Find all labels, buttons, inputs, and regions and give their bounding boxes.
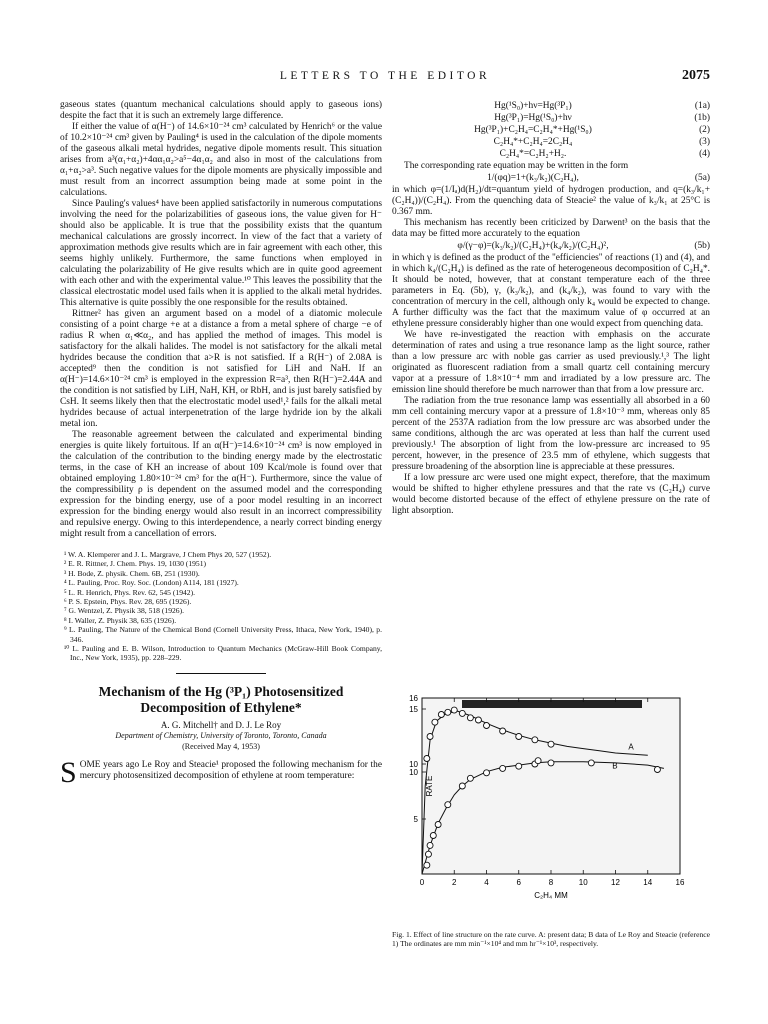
reference: ⁸ I. Waller, Z. Physik 38, 635 (1926).: [64, 615, 177, 625]
equation: [392, 241, 710, 252]
data-point-b: [467, 775, 473, 781]
equation: [392, 137, 710, 148]
equation-number: (1a): [694, 101, 710, 111]
reference-list: [60, 550, 382, 663]
data-point-a: [451, 707, 457, 713]
x-tick-label: 12: [611, 878, 620, 887]
equation-formula: Hg(³P₁)=Hg(¹S₀)+hν: [494, 113, 572, 123]
paragraph: If either the value of α(H⁻) of 14.6×10⁻²⁴ cm³ calculated by Henrich⁶ or the value of 10.2×10⁻²⁴ cm³ given by Pauling⁴ is used in the calculation of the dipole moments of the gaseous alkali metal hydrides, negative dipole moments result. This situation arises from a³(α₁+α₂)+4αα₁α₂>a⁵−4α₁α₂ and also in most of the calculations from α₁+α₂>a³. Such negative values for the dipole moments are physically impossible and must result from an incorrect assumption being made at some point in the calculations.: [60, 122, 382, 198]
paragraph: in which φ=(1/Iₐ)d(H₂)/dt=quantum yield of hydrogen production, and q=(k₃/k₁+(C₂H₄))/(C₂H₄). From the quenching data of Steacie² the value of k₃/k₁ at 25°C is 0.367 mm.: [392, 185, 710, 217]
equation: [392, 149, 710, 160]
equation-block: [392, 101, 710, 160]
section-divider: [176, 673, 266, 674]
y-tick-label: 10: [409, 768, 418, 777]
x-tick-label: 14: [643, 878, 653, 887]
paragraph: The reasonable agreement between the calculated and experimental binding energies is quite likely fortuitous. If an α(H⁻)=14.6×10⁻²⁴ cm³ is now employed in the calculation of the contribution to the binding energy made by the electrostatic terms, in the case of KH an increase of about 109 Kcal/mole is found over that obtained employing 1.80×10⁻²⁴ cm³ for the α(H⁻). Furthermore, since the value of the compressibility ρ is dependent on the assumed model and the corresponding expression for the binding energy, use of a poor model resulting in an incorrect expression for the binding energy would also result in an incorrect compressibility and repulsive energy. Owing to this interdependence, a nearly correct binding energy might result from a cancellation of errors.: [60, 430, 382, 539]
y-tick-label: 10: [409, 760, 418, 769]
reference: ⁵ L. R. Henrich, Phys. Rev. 62, 545 (1942).: [64, 587, 196, 597]
equation-formula: Hg(¹S₀)+hν=Hg(³P₁): [494, 101, 572, 111]
article-title: Mechanism of the Hg (³P₁) Photosensitized Decomposition of Ethylene*: [98, 683, 344, 715]
y-axis-label: RATE: [425, 775, 434, 797]
data-point-b: [445, 802, 451, 808]
paragraph: The corresponding rate equation may be written in the form: [404, 161, 629, 171]
data-point-b: [484, 770, 490, 776]
reference: ¹ W. A. Klemperer and J. L. Margrave, J Chem Phys 20, 527 (1952).: [64, 550, 272, 559]
figure-caption: Fig. 1. Effect of line structure on the rate curve. A: present data; B data of Le Roy and Steacie (reference 1) The ordinates are mm min⁻¹×10⁴ and mm hr⁻¹×10³, respectively.: [392, 930, 710, 948]
data-point-a: [548, 741, 554, 747]
equation-formula: C₂H₄*+C₂H₄=2C₂H₄: [493, 137, 573, 147]
data-point-b: [430, 833, 436, 839]
intro-text: OME years ago Le Roy and Steacie¹ proposed the following mechanism for the mercury photosensitized decomposition of ethylene at room temperature:: [79, 759, 382, 781]
data-point-a: [427, 734, 433, 740]
paragraph: Since Pauling's values⁴ have been applied satisfactorily in numerous computations involving the need for the polarizabilities of gaseous ions, the value given for H⁻ should also be applicable. It is true that the possibility exists that the quantum mechanical calculations are grossly incorrect. In view of the fact that a variety of approximation methods give results which are in fair agreement with each other, this seems highly unlikely. Furthermore, the same functions when employed in calculating the polarizability of He give results which are in quite good agreement with each other and with the experimental value.¹⁰ This leaves the possibility that the classical electrostatic model used fails when it is applied to the alkali metal hydrides. This alternative is quite possibly the one responsible for the results obtained.: [60, 199, 382, 308]
y-tick-label: 5: [413, 815, 418, 824]
paragraph: The radiation from the true resonance lamp was essentially all absorbed in a 60 mm cell containing mercury vapor at a pressure of 1.8×10⁻³ mm, whereas only 85 percent of the 2537A radiation from the low pressure arc was absorbed under the same conditions, although the arc was operated at less than half the current used previously.¹ The absorption of light from the low-pressure arc increased to 95 percent, however, in the presence of 23.5 mm of ethylene, which suggests that pressure broadening of the absorption line is appreciable at these pressures.: [392, 396, 710, 472]
data-point-b: [516, 763, 522, 769]
reference: ⁴ L. Pauling, Proc. Roy. Soc. (London) A114, 181 (1927).: [64, 578, 239, 588]
paragraph: We have re-investigated the reaction with emphasis on the accurate determination of rates and using a true resonance lamp as the light source, rather than a low pressure arc with noble gas carrier as used previously.¹,³ The light originated as fluorescent radiation from a small quartz cell containing mercury vapor at a pressure of 1.8×10⁻⁴ mm and irradiated by a low pressure arc. The emission line should therefore be much narrower than that from a low pressure arc.: [392, 330, 710, 395]
data-point-b: [425, 851, 431, 857]
equation-number: (5a): [694, 173, 710, 183]
reference: ³ H. Bode, Z. physik. Chem. 6B, 251 (1930).: [64, 568, 200, 578]
paragraph: If a low pressure arc were used one might expect, therefore, that the maximum would be shifted to higher ethylene pressures and that the rate vs (C₂H₄) curve would become distorted because of the effect of ethylene pressure on the rate of light absorption.: [392, 473, 710, 516]
data-point-b: [588, 760, 594, 766]
data-point-b: [427, 842, 433, 848]
data-point-a: [445, 709, 451, 715]
left-column: [60, 100, 382, 789]
reference: ⁹ L. Pauling, The Nature of the Chemical Bond (Cornell University Press, Ithaca, New York, 1940), p. 346.: [64, 625, 382, 644]
equation: [392, 101, 710, 112]
running-title: LETTERS TO THE EDITOR: [279, 70, 491, 82]
article-intro: [60, 755, 382, 789]
page-number: 2075: [682, 68, 710, 83]
equation: [392, 173, 710, 184]
y-tick-label: 15: [409, 705, 418, 714]
paragraph: in which γ is defined as the product of the "efficiencies" of reactions (1) and (4), and in which k₄/(C₂H₄) is defined as the rate of heterogeneous decomposition of C₂H₄*. It should be noted, however, that at constant temperature each of the three parameters in Eq. (5b), γ, (k₃/k₂), and (k₄/k₂), was found to vary with the concentration of mercury in the cell, although only k₄ would be expected to change. A further difficulty was the fact that the maximum value of φ occurred at an ethylene pressure considerably higher than one would expect from quenching data.: [392, 253, 710, 329]
data-point-b: [459, 783, 465, 789]
equation-formula: C₂H₄*=C₂H₂+H₂.: [499, 149, 567, 159]
data-point-b: [435, 822, 441, 828]
data-point-b: [500, 765, 506, 771]
reference: ⁷ G. Wentzel, Z. Physik 38, 518 (1926).: [64, 606, 185, 616]
x-tick-label: 6: [516, 878, 521, 887]
data-point-a: [424, 756, 430, 762]
x-axis-label: C₂H₄ MM: [534, 891, 568, 900]
x-tick-label: 4: [484, 878, 489, 887]
equation-formula: 1/(φq)=1+(k₃/k₂)(C₂H₄),: [487, 173, 579, 183]
data-point-a: [432, 719, 438, 725]
equation-number: (3): [699, 137, 710, 147]
series-label-a: A: [628, 742, 634, 752]
article-authors: A. G. Mitchell† and D. J. Le Roy: [160, 719, 282, 730]
equation-formula: Hg(³P₁)+C₂H₄=C₂H₄*+Hg(¹S₀): [474, 125, 592, 135]
equation: [392, 125, 710, 136]
series-label-b: B: [612, 761, 618, 771]
equation-number: (4): [699, 149, 710, 159]
received-date: (Received May 4, 1953): [182, 741, 260, 751]
data-point-b: [654, 767, 660, 773]
data-point-a: [484, 723, 490, 729]
reference: ⁶ P. S. Epstein, Phys. Rev. 28, 695 (1926).: [64, 597, 192, 607]
paragraph: This mechanism has recently been criticized by Darwent³ on the basis that the data may be fitted more accurately to the equation: [392, 218, 710, 239]
reference: ² E. R. Rittner, J. Chem. Phys. 19, 1030 (1951): [64, 559, 207, 569]
equation-number: (5b): [694, 241, 710, 251]
equation-number: (2): [699, 125, 710, 135]
paragraph: Rittner² has given an argument based on a model of a diatomic molecule consisting of a point charge +e at a distance a from a metal sphere of charge −e of radius R when α₁≪α₂, and has applied the method of images. This model is satisfactory for the alkali halides. The model is not satisfactory for the alkali metal hydrides because the condition that a>R is not satisfied. If a R(H⁻) of 2.08A is accepted⁹ then the condition is not satisfied for LiH and NaH. If an α(H⁻)=14.6×10⁻²⁴ cm³ is employed in the expression R=a³, then R(H⁻)=2.44A and the condition is not satisfied by LiH, NaH, KH, or RbH, and is just barely satisfied by CsH. It seems likely then that the electrostatic model used¹,² fails for the alkali metal hydrides because of actual interpenetration of the large hydride ion by the alkali metal ion.: [60, 309, 382, 429]
data-point-b: [548, 760, 554, 766]
drop-cap: S: [60, 755, 77, 789]
paragraph: gaseous states (quantum mechanical calculations should apply to gaseous ions) despite the fact that it is such an extremely large difference.: [60, 100, 382, 121]
x-tick-label: 2: [452, 878, 457, 887]
rate-chart: [392, 676, 710, 926]
reference: ¹⁰ L. Pauling and E. B. Wilson, Introduction to Quantum Mechanics (McGraw-Hill Book Company, Inc., New York, 1935), pp. 228–229.: [64, 644, 382, 663]
scan-artifact-bar: [462, 700, 642, 708]
equation-formula: φ/(γ−φ)=(k₃/k₂)/(C₂H₄)+(k₄/k₂)/(C₂H₄)²,: [457, 241, 609, 251]
article-affiliation: Department of Chemistry, University of Toronto, Toronto, Canada: [115, 730, 327, 740]
data-point-a: [516, 734, 522, 740]
data-point-a: [475, 717, 481, 723]
data-point-a: [438, 712, 444, 718]
x-tick-label: 8: [548, 878, 554, 887]
x-tick-label: 16: [675, 878, 685, 887]
data-point-a: [459, 710, 465, 716]
y-tick-label: 16: [409, 694, 418, 703]
right-column: [392, 100, 710, 517]
data-point-b: [424, 862, 430, 868]
equation-number: (1b): [694, 113, 710, 123]
x-tick-label: 10: [578, 878, 588, 887]
data-point-a: [467, 715, 473, 721]
data-point-a: [532, 737, 538, 743]
data-point-b: [535, 758, 541, 764]
data-point-a: [500, 728, 506, 734]
x-tick-label: 0: [419, 878, 425, 887]
running-header: [60, 68, 710, 88]
equation: [392, 113, 710, 124]
